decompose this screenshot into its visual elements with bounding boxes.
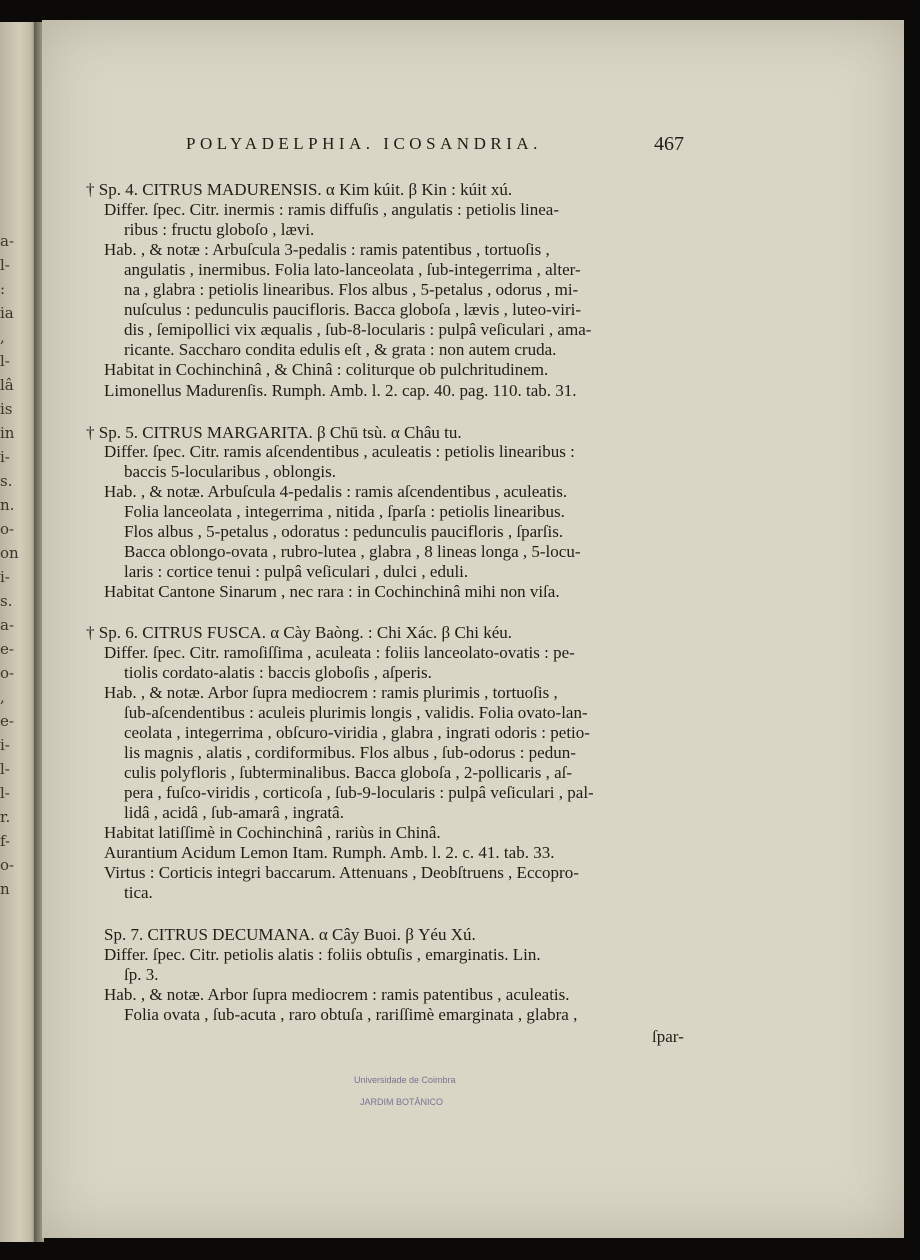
- left-page-fragment: a-: [0, 232, 15, 250]
- text-line: Hab. , & notæ : Arbuſcula 3-pedalis : ramis patentibus , tortuoſis ,: [104, 240, 550, 259]
- left-page-fragment: l-: [0, 352, 10, 370]
- left-page-fragment: l-: [0, 760, 10, 778]
- book-page: [42, 20, 904, 1238]
- text-line: dis , ſemipollici vix æqualis , ſub-8-locularis : pulpâ veſiculari , ama-: [124, 320, 592, 339]
- text-line: tica.: [124, 883, 153, 902]
- left-page-fragment: n.: [0, 496, 15, 514]
- text-line: laris : cortice tenui : pulpâ veſiculari , dulci , eduli.: [124, 562, 469, 581]
- text-line: † Sp. 6. CITRUS FUSCA. α Cày Baòng. : Chi Xác. β Chi kéu.: [86, 623, 513, 642]
- text-line: ſp. 3.: [124, 965, 159, 984]
- left-page-fragment: on: [0, 544, 19, 562]
- text-line: † Sp. 4. CITRUS MADURENSIS. α Kim kúit. β Kin : kúit xú.: [86, 180, 513, 199]
- text-line: Folia ovata , ſub-acuta , raro obtuſa , rariſſimè emarginata , glabra ,: [124, 1005, 578, 1024]
- text-line: ricante. Saccharo condita edulis eſt , & grata : non autem cruda.: [124, 340, 557, 359]
- text-line: Habitat in Cochinchinâ , & Chinâ : coliturque ob pulchritudinem.: [104, 360, 549, 379]
- left-page-fragment: l-: [0, 256, 10, 274]
- text-line: tiolis cordato-alatis : baccis globoſis , aſperis.: [124, 663, 432, 682]
- text-line: baccis 5-locularibus , oblongis.: [124, 462, 336, 481]
- left-page-fragment: o-: [0, 520, 15, 538]
- text-line: ſpar-: [652, 1027, 684, 1046]
- left-page-fragment: :: [0, 280, 6, 298]
- text-line: culis polyfloris , ſubterminalibus. Bacca globoſa , 2-pollicaris , aſ-: [124, 763, 573, 782]
- left-page-fragment: i-: [0, 568, 10, 586]
- text-line: Hab. , & notæ. Arbor ſupra mediocrem : ramis patentibus , aculeatis.: [104, 985, 570, 1004]
- text-line: Differ. ſpec. Citr. ramis aſcendentibus , aculeatis : petiolis linearibus :: [104, 442, 575, 461]
- stamp-line-2: JARDIM BOTÂNICO: [360, 1097, 444, 1107]
- left-page-fragment: o-: [0, 664, 15, 682]
- left-page-fragment: a-: [0, 616, 15, 634]
- left-page-fragment: i-: [0, 448, 10, 466]
- left-page-fragment: ia: [0, 304, 14, 322]
- text-line: lis magnis , alatis , cordiformibus. Flos albus , ſub-odorus : pedun-: [124, 743, 576, 762]
- text-line: Differ. ſpec. Citr. inermis : ramis diffuſis , angulatis : petiolis linea-: [104, 200, 559, 219]
- text-line: Aurantium Acidum Lemon Itam. Rumph. Amb. l. 2. c. 41. tab. 33.: [104, 843, 555, 862]
- text-line: Differ. ſpec. Citr. ramoſiſſima , aculeata : foliis lanceolato-ovatis : pe-: [104, 643, 575, 662]
- stamp-line-1: Universidade de Coimbra: [354, 1075, 456, 1085]
- running-title: POLYADELPHIA. ICOSANDRIA.: [186, 134, 542, 153]
- left-page-fragment: e-: [0, 640, 14, 658]
- left-page-fragment: ,: [0, 688, 5, 706]
- text-line: Habitat latiſſimè in Cochinchinâ , rariùs in Chinâ.: [104, 823, 441, 842]
- text-line: Habitat Cantone Sinarum , nec rara : in Cochinchinâ mihi non viſa.: [104, 582, 560, 601]
- text-line: pera , fuſco-viridis , corticoſa , ſub-9-locularis : pulpâ veſiculari , pal-: [124, 783, 594, 802]
- text-line: ceolata , integerrima , obſcuro-viridia , glabra , ingrati odoris : petio-: [124, 723, 590, 742]
- left-page-fragment: r.: [0, 808, 11, 826]
- left-page-fragment: o-: [0, 856, 15, 874]
- text-line: Flos albus , 5-petalus , odoratus : pedunculis paucifloris , ſparſis.: [124, 522, 564, 541]
- text-line: Bacca oblongo-ovata , rubro-lutea , glabra , 8 lineas longa , 5-locu-: [124, 542, 581, 561]
- text-line: Differ. ſpec. Citr. petiolis alatis : foliis obtuſis , emarginatis. Lin.: [104, 945, 541, 964]
- left-page-fragment: n: [0, 880, 10, 898]
- left-page-fragment: is: [0, 400, 13, 418]
- text-line: Virtus : Corticis integri baccarum. Attenuans , Deobſtruens , Eccopro-: [104, 863, 579, 882]
- text-line: angulatis , inermibus. Folia lato-lanceolata , ſub-integerrima , alter-: [124, 260, 581, 279]
- text-line: ſub-aſcendentibus : aculeis plurimis longis , validis. Folia ovato-lan-: [124, 703, 588, 722]
- page-number: 467: [654, 133, 684, 155]
- library-stamp: [354, 1075, 456, 1107]
- text-line: na , glabra : petiolis linearibus. Flos albus , 5-petalus , odorus , mi-: [124, 280, 579, 299]
- text-line: Sp. 7. CITRUS DECUMANA. α Cây Buoi. β Yéu Xú.: [104, 925, 476, 944]
- text-line: ribus : fructu globoſo , lævi.: [124, 220, 315, 239]
- left-page-fragment: s.: [0, 592, 13, 610]
- text-line: lidâ , acidâ , ſub-amarâ , ingratâ.: [124, 803, 344, 822]
- adjacent-page-edge: [0, 22, 36, 1242]
- left-page-fragment: f-: [0, 832, 11, 850]
- left-page-fragment: i-: [0, 736, 10, 754]
- left-page-fragment: e-: [0, 712, 14, 730]
- text-line: Folia lanceolata , integerrima , nitida , ſparſa : petiolis linearibus.: [124, 502, 565, 521]
- left-page-fragment: l-: [0, 784, 10, 802]
- text-line: nuſculus : pedunculis paucifloris. Bacca globoſa , lævis , luteo-viri-: [124, 300, 582, 319]
- text-line: Hab. , & notæ. Arbor ſupra mediocrem : ramis plurimis , tortuoſis ,: [104, 683, 558, 702]
- left-page-fragment: ,: [0, 328, 5, 346]
- left-page-fragment: in: [0, 424, 15, 442]
- text-line: † Sp. 5. CITRUS MARGARITA. β Chū tsù. α Châu tu.: [86, 423, 462, 442]
- text-line: Hab. , & notæ. Arbuſcula 4-pedalis : ramis aſcendentibus , aculeatis.: [104, 482, 568, 501]
- left-page-fragment: s.: [0, 472, 13, 490]
- text-line: Limonellus Madurenſis. Rumph. Amb. l. 2. cap. 40. pag. 110. tab. 31.: [104, 381, 577, 400]
- left-page-fragment: lâ: [0, 376, 14, 394]
